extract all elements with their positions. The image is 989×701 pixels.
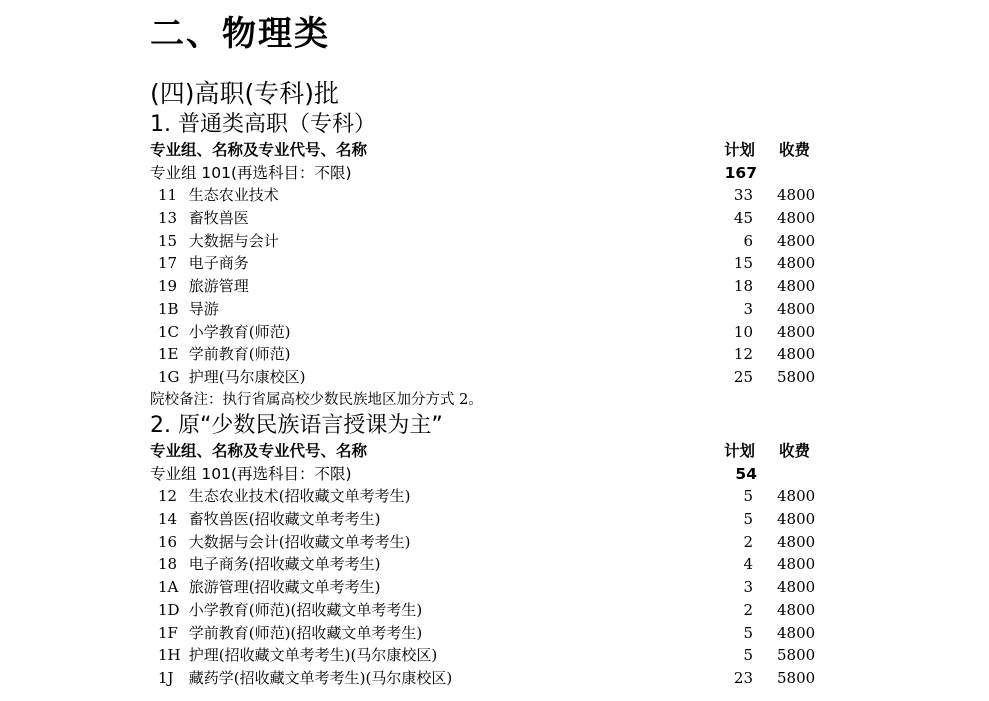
major-code: 1F: [158, 623, 178, 642]
major-fee: 4800: [777, 299, 816, 318]
major-plan: 5: [743, 487, 753, 506]
header-plan: 计划: [723, 140, 755, 159]
header-fee: 收费: [779, 141, 811, 159]
major-code: 17: [158, 254, 178, 273]
major-fee: 4800: [777, 231, 816, 250]
major-name: 藏药学(招收藏文单考考生)(马尔康校区): [188, 668, 453, 687]
major-code: 19: [158, 277, 178, 296]
table-row: [150, 252, 830, 275]
table-row: [150, 321, 830, 344]
major-plan: 2: [743, 600, 753, 619]
table-row: [150, 366, 830, 389]
major-plan: 5: [743, 510, 753, 529]
major-fee: 4800: [777, 254, 816, 273]
major-code: 1E: [158, 345, 179, 364]
group-plan: 167: [724, 163, 757, 182]
major-code: 1H: [158, 646, 181, 665]
major-name: 生态农业技术(招收藏文单考考生): [188, 487, 411, 506]
major-fee: 4800: [777, 555, 816, 574]
major-plan: 6: [743, 231, 753, 250]
major-plan: 10: [733, 322, 753, 341]
major-code: 16: [158, 532, 178, 551]
major-name: 畜牧兽医: [188, 209, 249, 228]
group-name: 专业组 101(再选科目：不限): [150, 163, 352, 182]
group-row: [150, 162, 830, 185]
major-fee: 4800: [777, 532, 816, 551]
major-plan: 5: [743, 646, 753, 665]
major-name: 护理(招收藏文单考考生)(马尔康校区): [188, 646, 438, 665]
major-fee: 4800: [777, 186, 816, 205]
table-row: [150, 667, 830, 690]
header-name: 专业组、名称及专业代号、名称: [150, 442, 368, 460]
section-heading: 2. 原“少数民族语言授课为主”: [150, 413, 443, 438]
major-plan: 23: [733, 668, 753, 687]
major-list: [150, 485, 830, 689]
major-fee: 4800: [777, 209, 816, 228]
major-name: 生态农业技术: [188, 186, 279, 205]
major-name: 畜牧兽医(招收藏文单考考生): [188, 510, 381, 529]
section-regular: [150, 111, 830, 411]
major-code: 1G: [158, 367, 180, 386]
header-name: 专业组、名称及专业代号、名称: [150, 141, 368, 159]
major-code: 13: [158, 209, 178, 228]
major-code: 11: [158, 186, 178, 205]
table-row: [150, 553, 830, 576]
major-plan: 15: [733, 254, 753, 273]
table-row: [150, 275, 830, 298]
major-plan: 3: [743, 578, 753, 597]
section-heading: 1. 普通类高职（专科）: [150, 112, 376, 137]
table-row: [150, 622, 830, 645]
major-name: 旅游管理(招收藏文单考考生): [188, 578, 381, 597]
table-row: [150, 576, 830, 599]
group-plan: 54: [735, 464, 757, 483]
major-list: [150, 184, 830, 388]
table-row: [150, 184, 830, 207]
major-name: 旅游管理: [188, 277, 249, 296]
group-name: 专业组 101(再选科目：不限): [150, 464, 352, 483]
table-row: [150, 485, 830, 508]
major-plan: 45: [733, 209, 753, 228]
major-code: 14: [158, 510, 178, 529]
major-name: 电子商务: [188, 254, 249, 273]
major-code: 12: [158, 487, 178, 506]
major-name: 学前教育(师范)(招收藏文单考考生): [188, 623, 423, 642]
major-name: 大数据与会计: [188, 231, 279, 250]
major-plan: 12: [733, 345, 753, 364]
major-code: 1A: [158, 578, 179, 597]
college-note: 院校备注：执行省属高校少数民族地区加分方式 2。: [150, 391, 483, 408]
major-name: 小学教育(师范): [188, 322, 291, 341]
batch-heading: (四)高职(专科)批: [150, 79, 340, 108]
header-plan: 计划: [723, 441, 755, 460]
group-row: [150, 463, 830, 486]
major-code: 1B: [158, 299, 179, 318]
major-plan: 18: [733, 277, 753, 296]
major-fee: 4800: [777, 345, 816, 364]
table-row: [150, 298, 830, 321]
table-row: [150, 207, 830, 230]
major-fee: 4800: [777, 578, 816, 597]
page-title: 二、物理类: [150, 14, 330, 54]
major-fee: 4800: [777, 277, 816, 296]
major-plan: 3: [743, 299, 753, 318]
major-fee: 5800: [777, 668, 816, 687]
major-name: 导游: [188, 299, 219, 318]
table-row: [150, 599, 830, 622]
major-plan: 33: [733, 186, 753, 205]
major-plan: 25: [733, 367, 753, 386]
major-plan: 5: [743, 623, 753, 642]
major-code: 1D: [158, 600, 180, 619]
major-fee: 4800: [777, 510, 816, 529]
major-fee: 4800: [777, 322, 816, 341]
major-code: 15: [158, 231, 178, 250]
table-row: [150, 644, 830, 667]
major-fee: 5800: [777, 367, 816, 386]
table-header: [150, 139, 830, 162]
header-fee: 收费: [779, 442, 811, 460]
major-name: 学前教育(师范): [188, 345, 291, 364]
table-row: [150, 531, 830, 554]
section-minority-language: [150, 412, 830, 690]
table-row: [150, 230, 830, 253]
table-row: [150, 343, 830, 366]
major-fee: 4800: [777, 487, 816, 506]
major-code: 18: [158, 555, 178, 574]
major-plan: 2: [743, 532, 753, 551]
major-name: 大数据与会计(招收藏文单考考生): [188, 532, 411, 551]
table-header: [150, 440, 830, 463]
major-name: 电子商务(招收藏文单考考生): [188, 555, 381, 574]
major-fee: 4800: [777, 623, 816, 642]
major-fee: 5800: [777, 646, 816, 665]
major-name: 护理(马尔康校区): [188, 367, 306, 386]
major-fee: 4800: [777, 600, 816, 619]
major-code: 1C: [158, 322, 180, 341]
major-plan: 4: [743, 555, 753, 574]
table-row: [150, 508, 830, 531]
major-code: 1J: [158, 668, 174, 687]
major-name: 小学教育(师范)(招收藏文单考考生): [188, 600, 423, 619]
